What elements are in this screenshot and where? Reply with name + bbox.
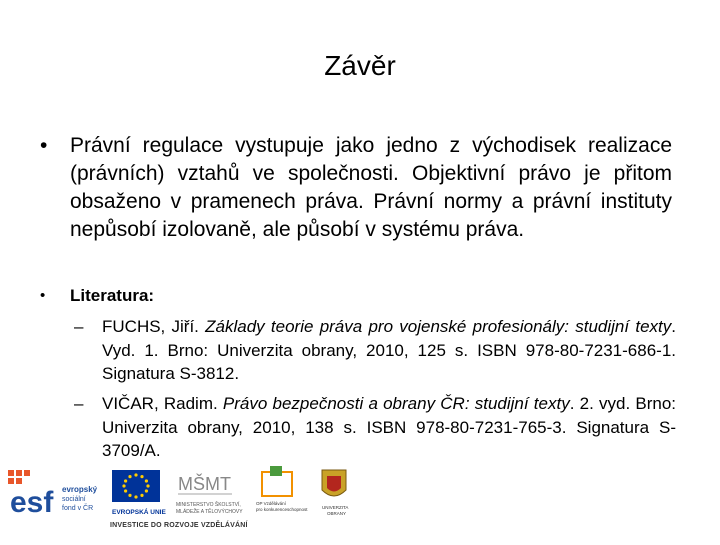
reference-item — [74, 392, 676, 463]
esf-caption: fond v ČR — [62, 505, 94, 512]
uo-caption: OBRANY — [327, 511, 347, 516]
logo-bar — [0, 462, 368, 540]
bullet-dot: • — [40, 287, 46, 304]
eu-caption: EVROPSKÁ UNIE — [112, 509, 166, 516]
main-bullet — [40, 132, 672, 244]
literature-bullet — [40, 285, 672, 307]
slide-title: Závěr — [324, 50, 396, 81]
reference-author: FUCHS, Jiří. — [102, 317, 206, 336]
uo-caption: UNIVERZITA — [322, 505, 349, 510]
op-logo — [256, 466, 308, 512]
msmt-caption: MINISTERSTVO ŠKOLSTVÍ, — [176, 502, 241, 508]
reference-item — [74, 315, 676, 386]
esf-text: esf — [10, 486, 54, 519]
op-caption: OP Vzdělávání — [256, 501, 286, 506]
literature-label: Literatura: — [70, 286, 155, 305]
reference-title: Právo bezpečnosti a obrany ČR: studijní texty — [222, 394, 570, 413]
bullet-dot: • — [40, 134, 48, 157]
msmt-logo — [176, 473, 243, 515]
reference-author: VIČAR, Radim. — [102, 394, 223, 413]
university-crest-logo — [322, 470, 348, 516]
esf-caption: evropský — [62, 485, 98, 494]
reference-text — [102, 315, 676, 386]
msmt-text: MŠMT — [178, 474, 231, 494]
reference-details: . Vyd. 1. Brno: Univerzita obrany, 2010, 125 s. ISBN 978-80-7231-686-1. Signatura S-3812. — [102, 317, 676, 383]
reference-title: Základy teorie práva pro vojenské profesionály: studijní texty — [205, 317, 672, 336]
investment-caption: INVESTICE DO ROZVOJE VZDĚLÁVÁNÍ — [110, 522, 248, 529]
esf-caption: sociální — [62, 496, 86, 503]
dash-marker: – — [74, 394, 84, 413]
op-caption: pro konkurenceschopnost — [256, 507, 308, 512]
msmt-caption: MLÁDEŽE A TĚLOVÝCHOVY — [176, 509, 243, 515]
eu-flag-logo — [112, 470, 166, 516]
main-bullet-text: Právní regulace vystupuje jako jedno z východisek realizace (právních) vztahů ve společnosti. Objektivní právo je přitom obsaženo v pramenech práva. Právní normy a právní instituty nepůsobí izolovaně, ale působí v systému práva. — [70, 134, 672, 241]
reference-text — [102, 392, 676, 463]
dash-marker: – — [74, 317, 84, 336]
esf-logo — [8, 470, 98, 519]
reference-details: . 2. vyd. Brno: Univerzita obrany, 2010, 138 s. ISBN 978-80-7231-765-3. Signatura S-3709/A. — [102, 394, 676, 460]
